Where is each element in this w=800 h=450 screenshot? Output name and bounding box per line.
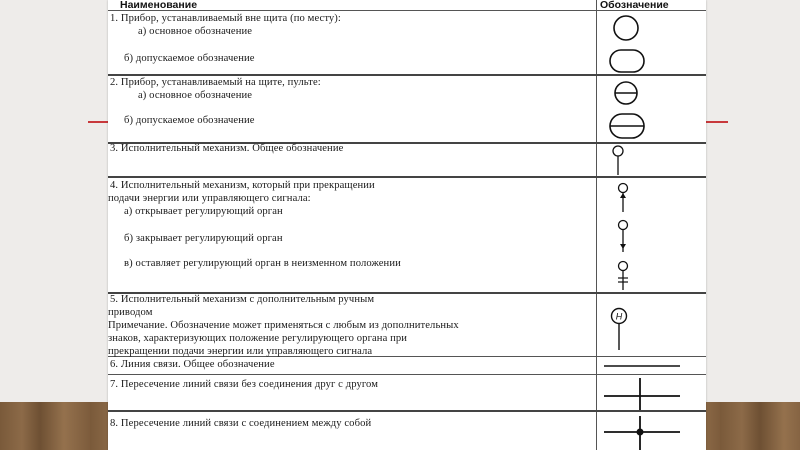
device-panel-symbol	[608, 78, 648, 142]
device-local-symbol	[608, 14, 648, 74]
row-divider	[108, 74, 706, 76]
row4-title-line2: подачи энергии или управляющего сигнала:	[108, 193, 311, 204]
line-crossing-no-joint-symbol	[600, 376, 700, 410]
row-divider	[108, 374, 706, 375]
row1-title: 1. Прибор, устанавливаемый вне щита (по месту):	[110, 13, 341, 24]
row2-option-b: б) допускаемое обозначение	[124, 115, 255, 126]
actuator-fail-position-symbols	[613, 182, 643, 292]
row7-title: 7. Пересечение линий связи без соединения друг с другом	[110, 379, 379, 390]
row6-title: 6. Линия связи. Общее обозначение	[110, 359, 275, 370]
row5-title-line2: приводом	[108, 307, 153, 318]
row1-option-b: б) допускаемое обозначение	[124, 53, 255, 64]
row3-title: 3. Исполнительный механизм. Общее обозначение	[110, 143, 344, 154]
row5-note-line3: прекращении подачи энергии или управляющего сигнала	[108, 346, 373, 357]
accent-line-right	[704, 121, 728, 123]
header-symbol: Обозначение	[600, 0, 669, 11]
accent-line-left	[88, 121, 110, 123]
row4-option-a: а) открывает регулирующий орган	[124, 206, 283, 217]
row2-option-a: а) основное обозначение	[138, 90, 253, 101]
signal-line-symbol	[600, 358, 700, 374]
manual-drive-letter: Н	[615, 311, 623, 322]
actuator-general-symbol	[608, 144, 638, 176]
symbols-table	[108, 0, 706, 450]
line-crossing-with-joint-symbol	[600, 412, 700, 450]
row4-option-c: в) оставляет регулирующий орган в неизменном положении	[124, 258, 401, 269]
row5-note-line2: знаков, характеризующих положение регулирующего органа при	[108, 333, 408, 344]
row2-title: 2. Прибор, устанавливаемый на щите, пульте:	[110, 77, 321, 88]
row4-title-line1: 4. Исполнительный механизм, который при прекращении	[110, 180, 375, 191]
column-divider	[596, 0, 597, 450]
row5-note-line1: Примечание. Обозначение может применяться с любым из дополнительных	[108, 320, 459, 331]
row5-title-line1: 5. Исполнительный механизм с дополнительным ручным	[110, 294, 375, 305]
row4-option-b: б) закрывает регулирующий орган	[124, 233, 283, 244]
row1-option-a: а) основное обозначение	[138, 26, 253, 37]
header-name: Наименование	[120, 0, 198, 11]
actuator-manual-drive-symbol	[608, 302, 638, 352]
row-divider	[108, 176, 706, 178]
row8-title: 8. Пересечение линий связи с соединением между собой	[110, 418, 372, 429]
